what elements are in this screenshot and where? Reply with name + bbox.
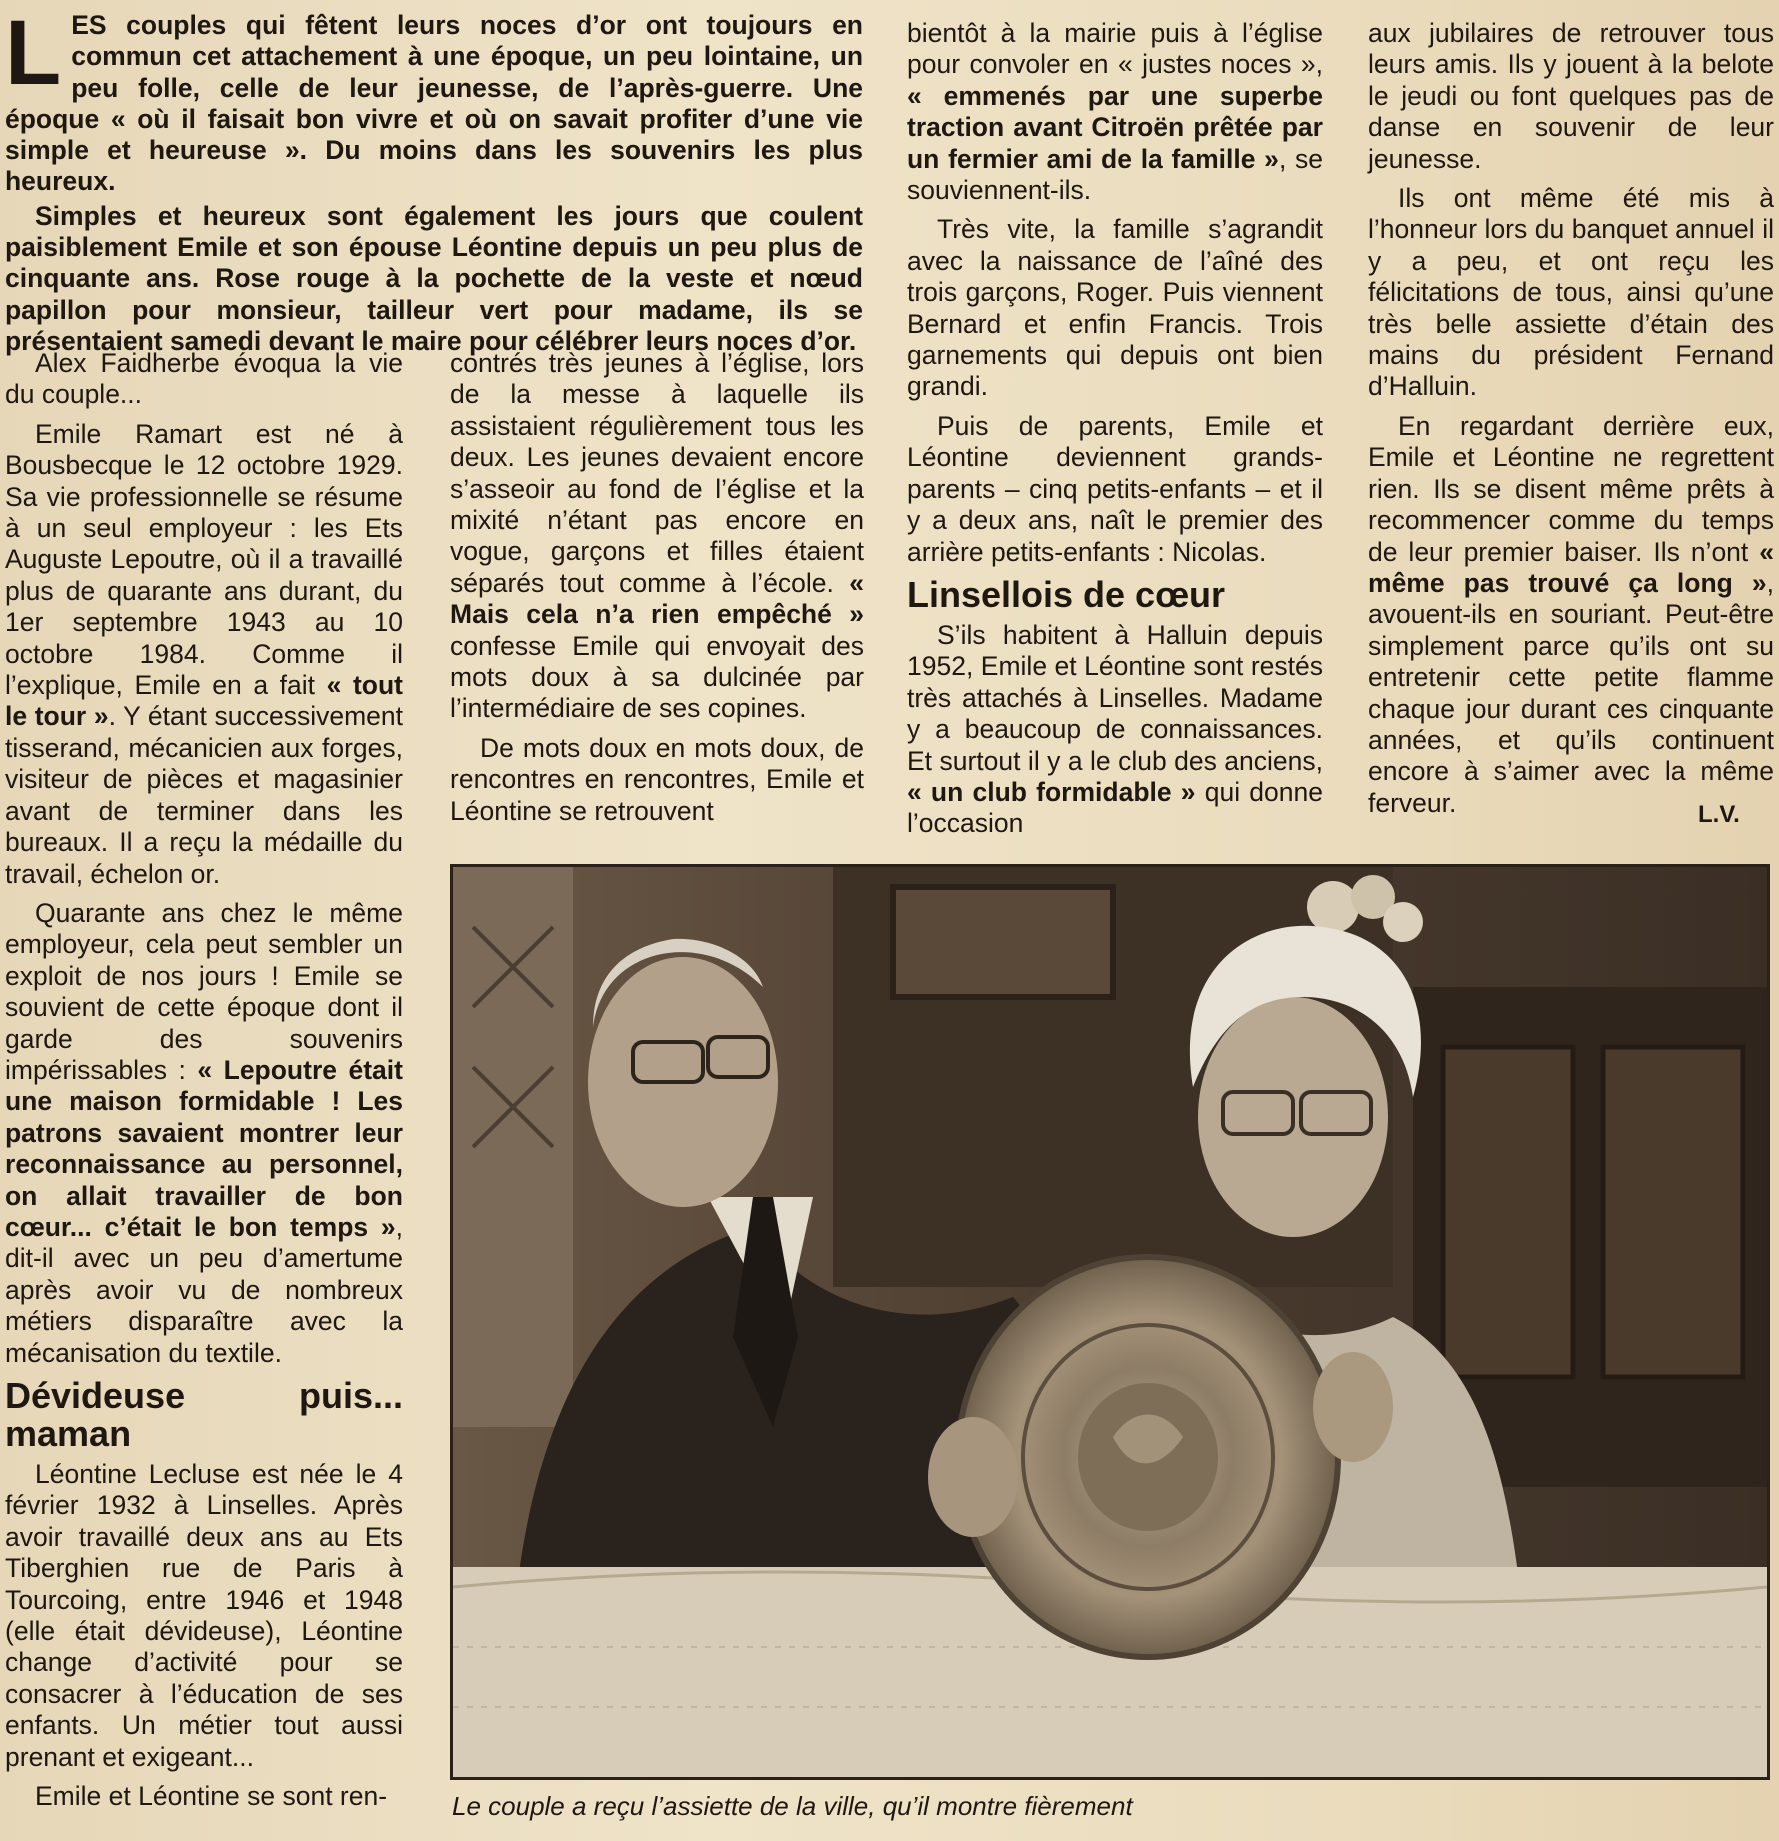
text: . Y étant successivement tisserand, mécanicien aux forges, visiteur de pièces et magasinier avant de terminer dans les bureaux. Il a reçu la médaille du travail, échelon or. bbox=[5, 701, 404, 889]
quote: « même pas trouvé ça long » bbox=[1368, 536, 1774, 598]
text: S’ils habitent à Halluin depuis 1952, Emile et Léontine sont restés très attachés à Linselles. Madame y a beaucoup de connaissances. Et surtout il y a le club des anciens, bbox=[907, 619, 1323, 776]
text: , se souviennent-ils. bbox=[907, 143, 1324, 206]
text: , avouent-ils en souriant. Peut-être simplement parce qu’ils ont su entretenir cette petite flamme chaque jour durant ces cinquante années, et qu’ils continuent encore à s’aimer avec la même ferveur. bbox=[1368, 567, 1774, 818]
col1-paragraph-1: Alex Faidherbe évoqua la vie du couple... bbox=[5, 348, 403, 410]
text: qui donne l’occasion bbox=[907, 776, 1323, 839]
quote: « Lepoutre était une maison formidable ! Les patrons savaient montrer leur reconnaissance au personnel, on allait travailler de bon cœur... c’était le bon temps » bbox=[5, 1054, 403, 1242]
author-signature: L.V. bbox=[1698, 801, 1740, 828]
col1-paragraph-4: Léontine Lecluse est née le 4 février 1932 à Linselles. Après avoir travaillé deux ans au Ets Tiberghien rue de Paris à Tourcoing, entre 1946 et 1948 (elle était dévideuse), Léontine change d’activité pour se consacrer à l’éducation de ses enfants. Un métier tout aussi prenant et exigeant... bbox=[5, 1459, 403, 1772]
article-photo bbox=[450, 864, 1770, 1780]
photo-caption: Le couple a reçu l’assiette de la ville, qu’il montre fièrement bbox=[452, 1791, 1133, 1821]
couple-photo-illustration bbox=[453, 867, 1767, 1777]
text: Emile Ramart est né à Bousbecque le 12 octobre 1929. Sa vie professionnelle se résume à un seul employeur : les Ets Auguste Lepoutre, où il a travaillé plus de quarante ans durant, du 1er septembre 1943 au 10 octobre 1984. Comme il l’explique, Emile en a fait bbox=[5, 418, 403, 701]
col2-paragraph-2: De mots doux en mots doux, de rencontres en rencontres, Emile et Léontine se retrouvent bbox=[450, 732, 864, 826]
col1-paragraph-2 bbox=[5, 419, 403, 890]
col4-paragraph-1: aux jubilaires de retrouver tous leurs amis. Ils y jouent à la belote le jeudi ou font quelques pas de danse en souvenir de leur jeunesse. bbox=[1368, 18, 1774, 174]
col4-paragraph-3 bbox=[1368, 411, 1774, 819]
quote: « tout le tour » bbox=[5, 670, 403, 732]
text: En regardant derrière eux, Emile et Léontine ne regrettent rien. Ils se disent même prêts à recommencer comme du temps de leur premier baiser. Ils n’ont bbox=[1368, 410, 1774, 567]
column-3 bbox=[907, 18, 1323, 848]
text: contrés très jeunes à l’église, lors de la messe à laquelle ils assistaient régulièrement tous les deux. Les jeunes devaient encore s’asseoir au fond de l’église et la mixité n’étant pas encore en vogue, garçons et filles étaient séparés tout comme à l’école. bbox=[450, 348, 864, 598]
quote: « emmenés par une superbe traction avant Citroën prêtée par un fermier ami de la famille » bbox=[907, 80, 1323, 174]
col3-paragraph-2: Très vite, la famille s’agrandit avec la naissance de l’aîné des trois garçons, Roger. Puis viennent Bernard et enfin Francis. Trois garnements qui depuis ont bien grandi. bbox=[907, 214, 1323, 402]
col1-paragraph-3 bbox=[5, 898, 403, 1369]
col4-paragraph-2: Ils ont même été mis à l’honneur lors du banquet annuel il y a peu, et ont reçu les félicitations de tous, ainsi qu’une très belle assiette d’étain des mains du président Fernand d’Halluin. bbox=[1368, 183, 1774, 402]
intro-paragraph-2: Simples et heureux sont également les jours que coulent paisiblement Emile et son épouse Léontine depuis un peu plus de cinquante ans. Rose rouge à la pochette de la veste et nœud papillon pour monsieur, tailleur vert pour madame, ils se présentaient samedi devant le maire pour célébrer leurs noces d’or. bbox=[5, 200, 863, 356]
drop-cap: L bbox=[5, 2, 62, 104]
text: confesse Emile qui envoyait des mots doux à sa dulcinée par l’intermédiaire de ses copines. bbox=[450, 630, 864, 724]
column-4 bbox=[1368, 18, 1774, 827]
text: , dit-il avec un peu d’amertume après avoir vu de nombreux métiers disparaître avec la mécanisation du textile. bbox=[5, 1211, 403, 1368]
column-1 bbox=[5, 348, 403, 1820]
col3-paragraph-4 bbox=[907, 620, 1323, 840]
col3-paragraph-3: Puis de parents, Emile et Léontine deviennent grands-parents – cinq petits-enfants – et il y a deux ans, naît le premier des arrière petits-enfants : Nicolas. bbox=[907, 410, 1323, 567]
subheading-devideuse: Dévideuse puis... maman bbox=[5, 1375, 403, 1454]
text: bientôt à la mairie puis à l’église pour convoler en « justes noces », bbox=[907, 18, 1323, 80]
col2-paragraph-1 bbox=[450, 348, 864, 725]
text: Quarante ans chez le même employeur, cela peut sembler un exploit de nos jours ! Emile se souvient de cette époque dont il garde des souvenirs impérissables : bbox=[5, 897, 403, 1085]
col3-paragraph-1 bbox=[907, 18, 1323, 206]
intro-paragraph-1: ES couples qui fêtent leurs noces d’or ont toujours en commun cet attachement à une époque, un peu lointaine, un peu folle, celle de leur jeunesse, de l’après-guerre. Une époque « où il faisait bon vivre et où on savait profiter d’une vie simple et heureuse ». Du moins dans les souvenirs les plus heureux. bbox=[5, 10, 863, 197]
col1-paragraph-5: Emile et Léontine se sont ren- bbox=[35, 1781, 388, 1812]
quote: « Mais cela n’a rien empêché » bbox=[450, 567, 864, 630]
quote: « un club formidable » bbox=[907, 776, 1196, 807]
column-2 bbox=[450, 348, 864, 835]
article-intro bbox=[5, 2, 863, 360]
subheading-linsellois: Linsellois de cœur bbox=[907, 573, 1226, 615]
